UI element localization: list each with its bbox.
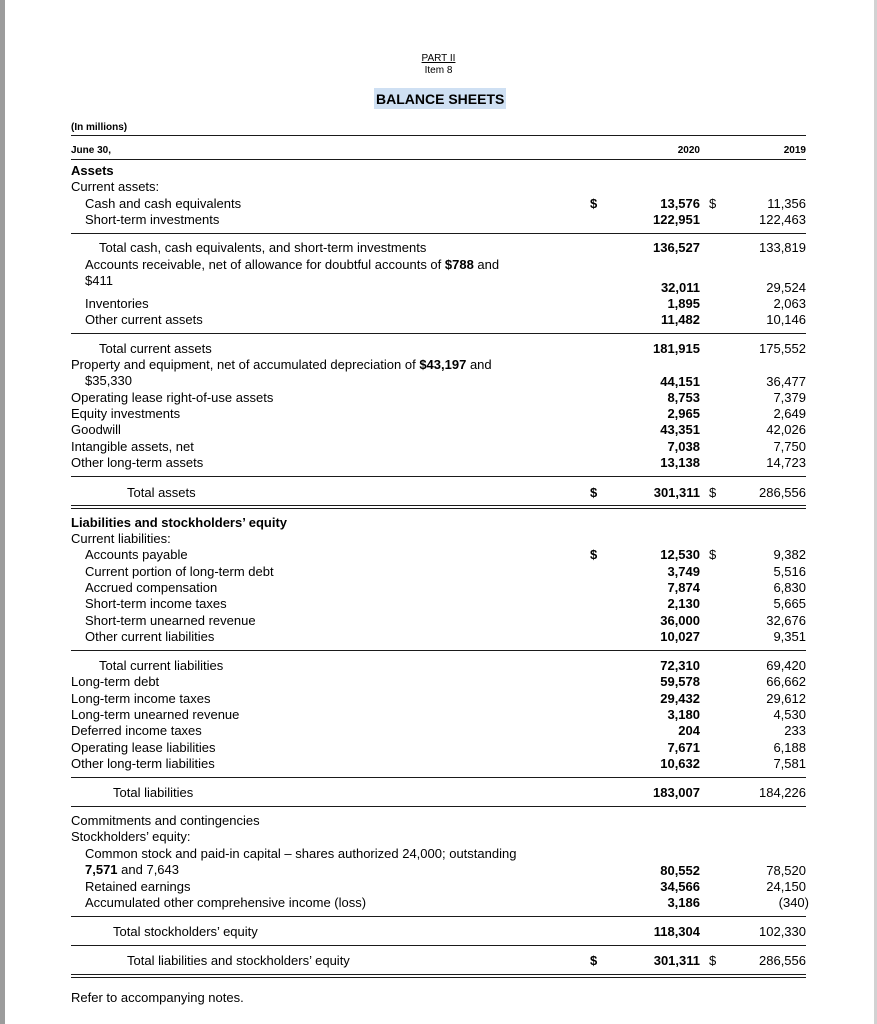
current-liabilities-heading: Current liabilities: xyxy=(71,531,171,546)
value-cash-2020: 13,576 xyxy=(660,196,700,211)
year-prior: 2019 xyxy=(783,145,806,156)
row-label-long-term-unearned-revenue: Long-term unearned revenue xyxy=(71,707,240,722)
stockholders-equity-heading: Stockholders’ equity: xyxy=(71,829,191,844)
year-current: 2020 xyxy=(677,145,700,156)
dollar-sign: $ xyxy=(590,547,598,562)
value-stur-2019: 32,676 xyxy=(766,613,806,628)
value-ltd-2019: 66,662 xyxy=(766,674,806,689)
row-label-other-long-term-liabilities: Other long-term liabilities xyxy=(71,756,215,771)
value-dit-2020: 204 xyxy=(678,723,700,738)
value-ppe-2019: 36,477 xyxy=(766,374,806,389)
dollar-sign: $ xyxy=(590,485,598,500)
row-label-total-cash: Total cash, cash equivalents, and short-term investments xyxy=(99,240,427,255)
value-ppe-2020: 44,151 xyxy=(660,374,700,389)
row-label-common-stock-cont: 7,571 and 7,643 xyxy=(85,862,179,877)
value-tlse-2020: 301,311 xyxy=(653,953,700,968)
subtotal-rule xyxy=(71,333,806,334)
value-ocl-2019: 9,351 xyxy=(773,629,806,644)
units-label: (In millions) xyxy=(71,122,128,133)
value-sit-2019: 5,665 xyxy=(773,596,806,611)
subtotal-rule xyxy=(71,476,806,477)
row-label-intangible-assets: Intangible assets, net xyxy=(71,439,194,454)
row-label-total-current-liabilities: Total current liabilities xyxy=(99,658,224,673)
value-tcl-2019: 69,420 xyxy=(766,658,806,673)
value-equity-inv-2020: 2,965 xyxy=(667,406,700,421)
value-cs-2020: 80,552 xyxy=(660,863,700,878)
dollar-sign: $ xyxy=(709,485,717,500)
row-label-retained-earnings: Retained earnings xyxy=(85,879,191,894)
value-sti-2020: 122,951 xyxy=(653,212,700,227)
subtotal-rule xyxy=(71,945,806,946)
value-goodwill-2019: 42,026 xyxy=(766,422,806,437)
value-total-assets-2019: 286,556 xyxy=(759,485,806,500)
value-tl-2019: 184,226 xyxy=(759,785,806,800)
value-ar-2019: 29,524 xyxy=(766,280,806,295)
row-label-total-current-assets: Total current assets xyxy=(99,341,212,356)
row-label-current-ltd: Current portion of long-term debt xyxy=(85,564,274,579)
value-ltur-2019: 4,530 xyxy=(773,707,806,722)
dollar-sign: $ xyxy=(709,196,717,211)
value-cash-2019: 11,356 xyxy=(767,196,806,211)
value-ac-2019: 6,830 xyxy=(773,580,806,595)
row-label-goodwill: Goodwill xyxy=(71,422,121,437)
subtotal-rule xyxy=(71,233,806,234)
value-sit-2020: 2,130 xyxy=(667,596,700,611)
row-label-short-term-income-taxes: Short-term income taxes xyxy=(85,596,227,611)
value-inventories-2019: 2,063 xyxy=(773,296,806,311)
value-tca-2020: 181,915 xyxy=(653,341,700,356)
footer-note: Refer to accompanying notes. xyxy=(71,990,244,1005)
value-intangibles-2020: 7,038 xyxy=(667,439,700,454)
row-label-other-current-liabilities: Other current liabilities xyxy=(85,629,215,644)
value-oll-2019: 6,188 xyxy=(773,740,806,755)
row-label-accrued-compensation: Accrued compensation xyxy=(85,580,218,595)
row-label-other-current-assets: Other current assets xyxy=(85,312,203,327)
double-rule xyxy=(71,977,806,978)
value-total-assets-2020: 301,311 xyxy=(653,485,700,500)
value-intangibles-2019: 7,750 xyxy=(773,439,806,454)
value-ap-2019: 9,382 xyxy=(773,547,806,562)
row-label-accounts-payable: Accounts payable xyxy=(85,547,188,562)
column-header-rule xyxy=(71,159,806,160)
row-label-common-stock: Common stock and paid-in capital – shares authorized 24,000; outstanding xyxy=(85,846,517,861)
double-rule xyxy=(71,505,806,506)
row-label-accounts-receivable-cont: $411 xyxy=(85,273,113,288)
value-aoci-2020: 3,186 xyxy=(667,895,700,910)
value-olta-2020: 13,138 xyxy=(660,455,700,470)
dollar-sign: $ xyxy=(590,196,598,211)
row-label-operating-lease-liabilities: Operating lease liabilities xyxy=(71,740,216,755)
value-tl-2020: 183,007 xyxy=(653,785,700,800)
header-rule xyxy=(71,135,806,136)
value-rou-2020: 8,753 xyxy=(667,390,700,405)
value-tcl-2020: 72,310 xyxy=(660,658,700,673)
value-ac-2020: 7,874 xyxy=(667,580,700,595)
value-ltd-2020: 59,578 xyxy=(660,674,700,689)
value-inventories-2020: 1,895 xyxy=(667,296,700,311)
liabilities-heading: Liabilities and stockholders’ equity xyxy=(71,515,287,530)
row-label-equity-investments: Equity investments xyxy=(71,406,181,421)
row-label-deferred-income-taxes: Deferred income taxes xyxy=(71,723,202,738)
item-label: Item 8 xyxy=(424,65,453,76)
row-label-short-term-investments: Short-term investments xyxy=(85,212,220,227)
row-label-short-term-unearned-revenue: Short-term unearned revenue xyxy=(85,613,256,628)
value-olta-2019: 14,723 xyxy=(766,455,806,470)
value-tse-2020: 118,304 xyxy=(653,924,700,939)
page-title: BALANCE SHEETS xyxy=(374,88,506,109)
value-tlse-2019: 286,556 xyxy=(759,953,806,968)
row-label-cash: Cash and cash equivalents xyxy=(85,196,242,211)
period-label: June 30, xyxy=(71,145,112,156)
page-edge-left xyxy=(0,0,5,1024)
row-label-total-liabilities-and-equity: Total liabilities and stockholders’ equity xyxy=(127,953,350,968)
value-rou-2019: 7,379 xyxy=(773,390,806,405)
row-label-other-long-term-assets: Other long-term assets xyxy=(71,455,204,470)
row-label-total-assets: Total assets xyxy=(127,485,196,500)
row-label-property-equipment-cont: $35,330 xyxy=(85,373,132,388)
row-label-inventories: Inventories xyxy=(85,296,149,311)
row-label-property-equipment: Property and equipment, net of accumulated depreciation of $43,197 and xyxy=(71,357,492,372)
current-assets-heading: Current assets: xyxy=(71,179,160,194)
value-ocl-2020: 10,027 xyxy=(660,629,700,644)
dollar-sign: $ xyxy=(590,953,598,968)
value-oltl-2019: 7,581 xyxy=(773,756,806,771)
value-ltur-2020: 3,180 xyxy=(667,707,700,722)
assets-heading: Assets xyxy=(71,163,114,178)
row-label-long-term-debt: Long-term debt xyxy=(71,674,160,689)
double-rule xyxy=(71,974,806,975)
value-tca-2019: 175,552 xyxy=(759,341,806,356)
dollar-sign: $ xyxy=(709,547,717,562)
row-label-commitments: Commitments and contingencies xyxy=(71,813,260,828)
value-goodwill-2020: 43,351 xyxy=(660,422,700,437)
value-oca-2020: 11,482 xyxy=(660,312,700,327)
value-re-2020: 34,566 xyxy=(660,879,700,894)
row-label-long-term-income-taxes: Long-term income taxes xyxy=(71,691,211,706)
value-lit-2019: 29,612 xyxy=(766,691,806,706)
value-equity-inv-2019: 2,649 xyxy=(773,406,806,421)
subtotal-rule xyxy=(71,650,806,651)
subtotal-rule xyxy=(71,806,806,807)
value-oca-2019: 10,146 xyxy=(766,312,806,327)
subtotal-rule xyxy=(71,916,806,917)
value-oltl-2020: 10,632 xyxy=(660,756,700,771)
value-aoci-2019: (340) xyxy=(778,895,809,910)
row-label-total-stockholders-equity: Total stockholders’ equity xyxy=(113,924,258,939)
value-total-cash-2020: 136,527 xyxy=(653,240,700,255)
part-label: PART II xyxy=(421,53,456,64)
value-tse-2019: 102,330 xyxy=(759,924,806,939)
row-label-accounts-receivable: Accounts receivable, net of allowance for doubtful accounts of $788 and xyxy=(85,257,500,272)
row-label-aoci: Accumulated other comprehensive income (loss) xyxy=(85,895,367,910)
value-dit-2019: 233 xyxy=(784,723,806,738)
value-sti-2019: 122,463 xyxy=(759,212,806,227)
value-ap-2020: 12,530 xyxy=(660,547,700,562)
value-cpltd-2020: 3,749 xyxy=(667,564,700,579)
double-rule xyxy=(71,508,806,509)
value-total-cash-2019: 133,819 xyxy=(759,240,806,255)
value-ar-2020: 32,011 xyxy=(660,280,700,295)
value-oll-2020: 7,671 xyxy=(667,740,700,755)
value-cs-2019: 78,520 xyxy=(766,863,806,878)
value-lit-2020: 29,432 xyxy=(660,691,700,706)
value-cpltd-2019: 5,516 xyxy=(773,564,806,579)
subtotal-rule xyxy=(71,777,806,778)
row-label-total-liabilities: Total liabilities xyxy=(113,785,194,800)
dollar-sign: $ xyxy=(709,953,717,968)
value-re-2019: 24,150 xyxy=(766,879,806,894)
row-label-rou-assets: Operating lease right-of-use assets xyxy=(71,390,274,405)
value-stur-2020: 36,000 xyxy=(660,613,700,628)
